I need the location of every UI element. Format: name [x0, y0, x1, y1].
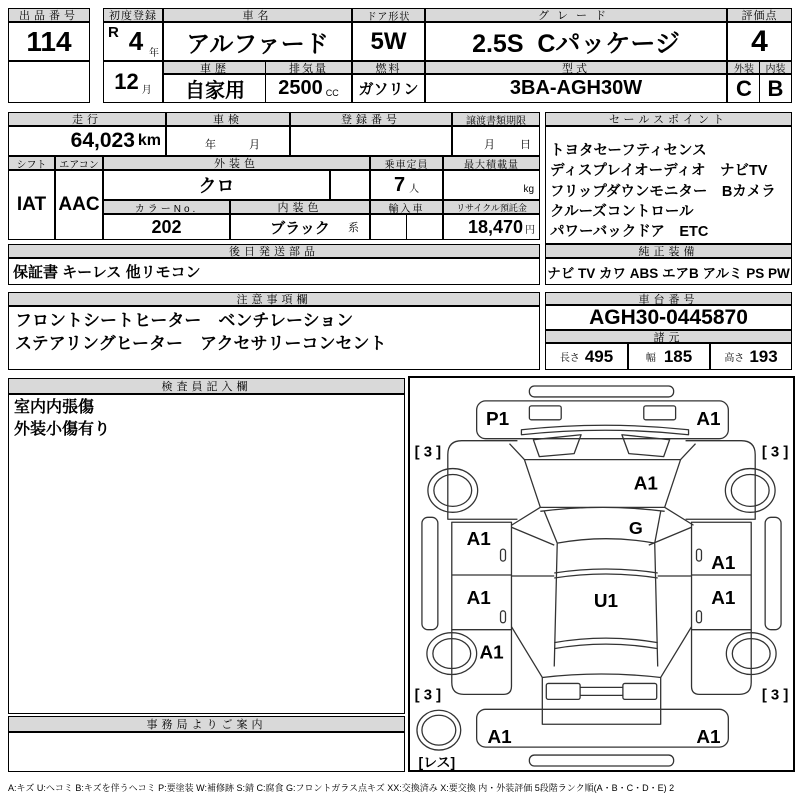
diagram-door-rear-left-mark: A1 [466, 587, 491, 609]
sales-points-header: セールスポイント [545, 112, 792, 126]
sales-point-line: クルーズコントロール [550, 203, 694, 220]
color-no-header: カラーNo. [103, 200, 230, 214]
imported-cell-1 [370, 214, 407, 240]
sales-point-line: フリップダウンモニター Bカメラ [550, 183, 776, 200]
cautions-header: 注意事項欄 [8, 292, 540, 306]
capacity-unit: 人 [409, 184, 420, 195]
spec-width-value: 185 [663, 346, 693, 366]
displacement-cell [265, 74, 352, 103]
capacity-value: 7 [393, 173, 406, 196]
interior-color-suffix: 系 [348, 222, 359, 234]
spec-height-cell [710, 343, 792, 370]
spec-width-label: 幅 [645, 353, 656, 364]
displacement-value: 2500 [278, 77, 323, 99]
diagram-fender-rear-left-mark: A1 [479, 642, 504, 664]
sales-point-line: トヨタセーフティセンス [550, 143, 707, 159]
interior-color-value: ブラック [270, 219, 330, 237]
diagram-front-bumper-left-mark: P1 [485, 408, 510, 430]
interior-grade-header: 内装 [759, 61, 792, 74]
car-name-value: アルファード [163, 22, 352, 61]
color-no-value: 202 [103, 214, 230, 240]
recycle-deposit-value: 18,470 [467, 216, 523, 237]
fuel-value: ガソリン [352, 74, 425, 103]
legend-line: A:キズ U:ヘコミ B:キズを伴うヘコミ P:要塗装 W:補修跡 S:錆 C:腐食 G:フロントガラス点キズ XX:交換済み X:要交換 内・外装評価 5段階ランク順(A・B・C・D・E) 2 [8, 783, 675, 793]
later-shipping-header: 後日発送部品 [8, 244, 540, 258]
first-reg-year-cell [103, 22, 163, 61]
sales-point-line: パワーバックドア ETC [550, 224, 709, 241]
car-diagram [410, 378, 793, 770]
model-code-value: 3BA-AGH30W [425, 74, 727, 103]
aircon-header: エアコン [55, 156, 103, 170]
exterior-grade-value: C [727, 74, 761, 103]
spec-length-value: 495 [584, 346, 614, 366]
inspection-year-unit: 年 [205, 139, 216, 151]
shift-header: シフト [8, 156, 55, 170]
recycle-deposit-unit: 円 [525, 225, 535, 236]
diagram-roof-mark: U1 [593, 590, 619, 612]
grade-value: 2.5S Cパッケージ [425, 22, 727, 61]
exterior-color-value: クロ [103, 170, 330, 200]
registration-no-header: 登録番号 [290, 112, 452, 126]
max-load-unit: kg [523, 184, 534, 195]
office-notice-content [8, 732, 405, 772]
diagram-tire-rear-right-mark: [ 3 ] [761, 686, 789, 704]
spec-length-cell [545, 343, 628, 370]
car-name-header: 車名 [163, 8, 352, 22]
first-reg-header: 初度登録 [103, 8, 163, 22]
interior-color-cell [230, 214, 370, 240]
diagram-rear-bumper-left-mark: A1 [487, 727, 512, 749]
caution-line: ステアリングヒーター アクセサリーコンセント [15, 333, 387, 353]
max-load-cell [443, 170, 540, 200]
inspector-notes-header: 検査員記入欄 [8, 378, 405, 394]
auction-no-empty-cell [8, 61, 90, 103]
cautions-content [8, 306, 540, 370]
diagram-tire-rear-left-mark: [ 3 ] [414, 686, 442, 704]
diagram-tire-front-left-mark: [ 3 ] [414, 443, 442, 461]
spec-height-label: 高さ [724, 353, 745, 364]
mileage-cell [8, 126, 166, 156]
registration-no-cell [290, 126, 452, 156]
door-shape-header: ドア形状 [352, 8, 425, 22]
exterior-color-empty-cell [330, 170, 370, 200]
spec-width-cell [628, 343, 710, 370]
score-header: 評価点 [727, 8, 792, 22]
max-load-header: 最大積載量 [443, 156, 540, 170]
fuel-header: 燃料 [352, 61, 425, 74]
diagram-tire-front-right-mark: [ 3 ] [761, 443, 789, 461]
door-shape-value: 5W [352, 22, 425, 61]
caution-line: フロントシートヒーター ベンチレーション [15, 311, 354, 330]
sales-point-line: ディスプレイオーディオ ナビTV [550, 163, 768, 180]
spec-length-label: 長さ [559, 353, 580, 364]
mileage-unit: km [137, 132, 161, 149]
inspection-header: 車検 [166, 112, 290, 126]
shift-value: IAT [8, 170, 55, 240]
auction-no-header: 出品番号 [8, 8, 90, 22]
office-notice-header: 事務局よりご案内 [8, 716, 405, 732]
inspection-cell [166, 126, 290, 156]
interior-grade-value: B [759, 74, 792, 103]
displacement-unit: CC [325, 88, 339, 98]
chassis-no-value: AGH30-0445870 [545, 305, 792, 330]
recycle-deposit-cell [443, 214, 540, 240]
mileage-header: 走行 [8, 112, 166, 126]
auction-no-value: 114 [8, 22, 90, 61]
transfer-day-unit: 日 [520, 139, 531, 151]
specs-header: 諸元 [545, 330, 792, 343]
grade-header: グレード [425, 8, 727, 22]
first-reg-month-cell [103, 61, 163, 103]
model-code-header: 型式 [425, 61, 727, 74]
score-value: 4 [727, 22, 792, 61]
diagram-door-rear-right-mark: A1 [711, 587, 736, 609]
sales-points-content [545, 126, 792, 244]
capacity-cell [370, 170, 443, 200]
first-reg-era: R [108, 24, 119, 41]
interior-color-header: 内装色 [230, 200, 370, 214]
capacity-header: 乗車定員 [370, 156, 443, 170]
history-value: 自家用 [163, 74, 267, 103]
imported-header: 輸入車 [370, 200, 443, 214]
inspector-note-line: 外装小傷有り [14, 420, 111, 438]
diagram-door-front-right-mark: A1 [711, 553, 736, 575]
genuine-equipment-header: 純正装備 [545, 244, 792, 258]
aircon-value: AAC [55, 170, 103, 240]
diagram-spare-tire-mark: [レス] [418, 753, 456, 770]
diagram-door-front-left-mark: A1 [466, 529, 491, 551]
mileage-value: 64,023 [70, 129, 135, 152]
first-reg-year-unit: 年 [149, 48, 159, 59]
first-reg-month: 12 [114, 69, 139, 94]
imported-cell-2 [406, 214, 443, 240]
car-diagram-panel [408, 376, 795, 772]
diagram-rear-bumper-right-mark: A1 [696, 727, 721, 749]
diagram-glass-mark: G [628, 518, 643, 539]
displacement-header: 排気量 [265, 61, 352, 74]
transfer-month-unit: 月 [484, 139, 495, 151]
first-reg-year: 4 [128, 26, 144, 56]
transfer-deadline-header: 譲渡書類期限 [452, 112, 540, 126]
diagram-windshield-mark: A1 [633, 473, 658, 495]
transfer-deadline-cell [452, 126, 540, 156]
exterior-grade-header: 外装 [727, 61, 761, 74]
chassis-no-header: 車台番号 [545, 292, 792, 305]
first-reg-month-unit: 月 [141, 85, 152, 96]
inspector-note-line: 室内内張傷 [14, 399, 95, 416]
recycle-deposit-header: リサイクル預託金 [443, 200, 540, 214]
history-header: 車歴 [163, 61, 267, 74]
inspection-month-unit: 月 [249, 139, 260, 151]
diagram-front-bumper-right-mark: A1 [696, 408, 721, 430]
inspector-notes-content [8, 394, 405, 714]
spec-height-value: 193 [749, 346, 778, 366]
later-shipping-value: 保証書 キーレス 他リモコン [8, 258, 540, 285]
genuine-equipment-value: ナビ TV カワ ABS エアB アルミ PS PW [545, 258, 792, 285]
exterior-color-header: 外装色 [103, 156, 370, 170]
